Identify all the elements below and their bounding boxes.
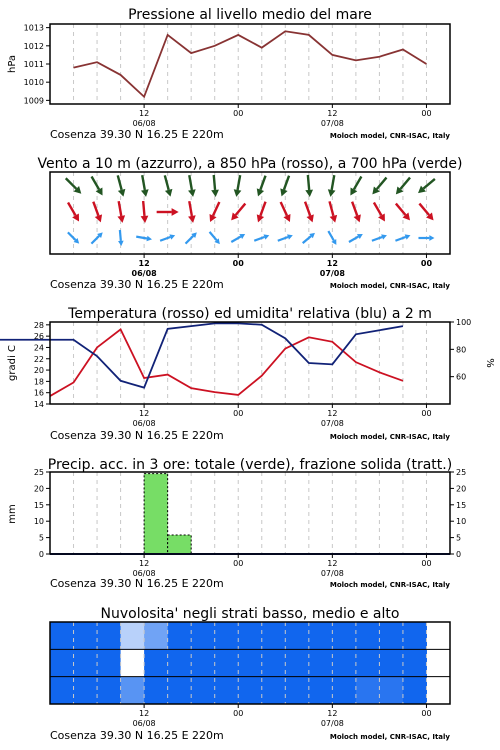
precip-ytick-label: 5	[38, 533, 44, 543]
pressure-ytick-label: 1009	[23, 96, 44, 106]
wind-arrow-shaft	[136, 237, 147, 239]
x-tick-label: 00	[232, 259, 244, 268]
wind-arrow-head	[211, 190, 219, 197]
wind-arrow-shaft	[396, 204, 406, 215]
cloud-cell	[356, 622, 380, 649]
cloud-cell	[262, 649, 286, 676]
wind-arrow-shaft	[354, 176, 361, 189]
wind-arrow-head	[141, 189, 149, 197]
temperature-ylabel: gradi C	[7, 345, 18, 381]
humidity-line	[0, 320, 403, 387]
cloud-cell	[168, 622, 192, 649]
cloud-cell	[332, 677, 356, 704]
x-tick-label: 12	[139, 409, 150, 418]
wind-title: Vento a 10 m (azzurro), a 850 hPa (rosso), a 700 hPa (verde)	[37, 156, 463, 172]
cloud-cell	[168, 677, 192, 704]
cloud-cell	[50, 677, 74, 704]
temperature-title: Temperatura (rosso) ed umidita' relativa (blu) a 2 m	[68, 306, 432, 322]
wind-arrow-shaft	[189, 201, 192, 216]
cloud-title: Nuvolosita' negli strati basso, medio e alto	[100, 606, 400, 622]
cloud-cell	[309, 622, 333, 649]
x-date-label: 06/08	[132, 419, 156, 428]
cloud-cell	[238, 622, 262, 649]
wind-arrow-shaft	[210, 232, 217, 240]
wind-arrow-shaft	[119, 201, 122, 216]
cloud-cell	[144, 622, 168, 649]
precip-ytick-label: 25	[33, 468, 44, 477]
footer-location-3: Cosenza 39.30 N 16.25 E 220m	[50, 429, 224, 442]
cloud-cell	[144, 677, 168, 704]
precip-ytick-right-label: 5	[456, 533, 462, 543]
temperature-frame	[50, 322, 450, 404]
x-tick-label: 00	[421, 409, 432, 418]
precip-ytick-right-label: 20	[456, 484, 467, 494]
cloud-cell	[356, 677, 380, 704]
precip-title: Precip. acc. in 3 ore: totale (verde), frazione solida (tratt.)	[47, 457, 453, 473]
x-tick-label: 00	[233, 409, 244, 418]
temperature-ytick-label: 20	[33, 366, 44, 376]
cloud-cell	[262, 622, 286, 649]
wind-arrow-shaft	[93, 202, 98, 216]
cloud-cell	[403, 622, 427, 649]
footer-source-1: Moloch model, CNR-ISAC, Italy	[329, 132, 450, 140]
wind-arrow-head	[188, 215, 196, 223]
precip-bar	[144, 474, 168, 554]
pressure-ytick-label: 1010	[23, 78, 44, 88]
wind-arrow-head	[234, 189, 242, 197]
wind-arrow-shaft	[278, 237, 288, 241]
cloud-cell	[215, 622, 239, 649]
x-date-label: 07/08	[320, 119, 344, 128]
precip-panel	[7, 457, 466, 590]
wind-arrow-shaft	[66, 178, 77, 189]
wind-arrow-shaft	[260, 202, 265, 216]
cloud-cell	[285, 622, 309, 649]
cloud-cell	[97, 677, 121, 704]
footer-source-2: Moloch model, CNR-ISAC, Italy	[329, 282, 450, 290]
wind-arrow-shaft	[214, 175, 215, 190]
x-tick-label: 12	[327, 709, 338, 718]
wind-arrow-shaft	[281, 202, 287, 216]
cloud-cell	[309, 649, 333, 676]
precip-ytick-right-label: 10	[456, 517, 467, 527]
cloud-cell	[332, 622, 356, 649]
precip-ytick-label: 10	[33, 517, 44, 527]
humidity-ylabel: %	[484, 358, 495, 368]
cloud-cell	[403, 649, 427, 676]
pressure-ylabel: hPa	[7, 54, 18, 74]
wind-arrow-shaft	[213, 202, 219, 216]
wind-arrow-shaft	[186, 236, 194, 244]
precip-ytick-right-label: 0	[456, 550, 462, 559]
wind-arrow-head	[146, 236, 152, 242]
precip-ylabel: mm	[7, 504, 18, 524]
wind-arrow-head	[305, 190, 313, 197]
wind-arrow-head	[188, 189, 196, 197]
cloud-cell	[215, 649, 239, 676]
footer-location-4: Cosenza 39.30 N 16.25 E 220m	[50, 577, 224, 590]
cloud-cell	[285, 649, 309, 676]
cloud-cell	[74, 649, 98, 676]
wind-arrow-head	[429, 235, 434, 241]
x-tick-label: 00	[421, 709, 432, 718]
cloud-cell	[262, 677, 286, 704]
pressure-title: Pressione al livello medio del mare	[128, 7, 372, 23]
footer-source-3: Moloch model, CNR-ISAC, Italy	[329, 433, 450, 441]
cloud-cell	[379, 649, 403, 676]
precip-ytick-label: 0	[38, 550, 44, 559]
cloud-cell	[74, 677, 98, 704]
x-tick-label: 12	[327, 559, 338, 568]
wind-arrow-shaft	[160, 237, 170, 241]
wind-arrow-head	[118, 241, 124, 246]
x-tick-label: 00	[421, 109, 432, 118]
cloud-cell	[403, 677, 427, 704]
cloud-cell	[121, 649, 145, 676]
cloud-cell	[309, 677, 333, 704]
x-date-label: 06/08	[132, 569, 156, 578]
temperature-ytick-label: 26	[33, 332, 44, 342]
wind-arrow-head	[141, 216, 149, 223]
wind-arrow-head	[165, 189, 172, 197]
precip-ytick-label: 20	[33, 484, 44, 494]
wind-arrow-shaft	[305, 202, 310, 216]
cloud-cell	[285, 677, 309, 704]
temperature-ytick-label: 22	[33, 354, 44, 364]
cloud-cell	[97, 622, 121, 649]
wind-arrow-shaft	[68, 202, 75, 215]
x-tick-label: 12	[139, 559, 150, 568]
cloud-cell	[97, 649, 121, 676]
footer-location-5: Cosenza 39.30 N 16.25 E 220m	[50, 729, 224, 742]
x-tick-label: 12	[139, 709, 150, 718]
cloud-cell	[50, 649, 74, 676]
x-date-label: 06/08	[131, 269, 157, 278]
wind-arrow-head	[118, 189, 125, 197]
humidity-ytick-label: 60	[456, 372, 467, 382]
wind-arrow-shaft	[68, 232, 76, 240]
wind-arrow-shaft	[400, 178, 410, 189]
temperature-ytick-label: 28	[33, 320, 44, 330]
footer-location-1: Cosenza 39.30 N 16.25 E 220m	[50, 128, 224, 141]
x-tick-label: 00	[233, 559, 244, 568]
pressure-ytick-label: 1012	[23, 41, 44, 51]
wind-arrow-shaft	[236, 204, 246, 215]
wind-arrow-shaft	[308, 175, 309, 190]
wind-arrow-shaft	[377, 178, 387, 189]
temperature-ytick-label: 24	[33, 343, 44, 353]
wind-arrow-shaft	[260, 176, 265, 190]
cloud-cell	[215, 677, 239, 704]
humidity-ytick-label: 80	[456, 345, 467, 355]
x-date-label: 07/08	[320, 569, 344, 578]
wind-frame	[50, 172, 450, 254]
x-tick-label: 12	[139, 109, 150, 118]
wind-arrow-shaft	[374, 202, 381, 215]
cloud-cell	[121, 622, 145, 649]
x-tick-label: 00	[233, 709, 244, 718]
wind-arrow-shaft	[231, 237, 240, 242]
wind-arrow-shaft	[238, 175, 241, 190]
wind-arrow-shaft	[91, 236, 99, 244]
wind-arrow-shaft	[372, 237, 382, 241]
wind-arrow-shaft	[92, 176, 99, 189]
wind-arrow-shaft	[330, 201, 334, 215]
temperature-ytick-label: 18	[33, 377, 44, 387]
wind-arrow-shaft	[419, 204, 429, 215]
wind-arrow-shaft	[423, 179, 434, 189]
cloud-cell	[50, 622, 74, 649]
x-date-label: 07/08	[320, 719, 344, 728]
precip-bar	[168, 535, 192, 554]
x-tick-label: 00	[233, 109, 244, 118]
cloud-cell	[191, 622, 215, 649]
x-tick-label: 12	[327, 409, 338, 418]
temperature-ytick-label: 16	[33, 388, 44, 398]
wind-arrow-shaft	[352, 202, 357, 216]
wind-arrow-shaft	[142, 175, 145, 190]
precip-ytick-label: 15	[33, 500, 44, 510]
cloud-cell	[238, 677, 262, 704]
precip-frame	[50, 472, 450, 554]
wind-panel	[37, 156, 462, 291]
x-tick-label: 12	[326, 259, 338, 268]
cloud-cell	[238, 649, 262, 676]
pressure-frame	[50, 24, 450, 104]
x-date-label: 07/08	[319, 269, 345, 278]
wind-arrow-shaft	[328, 231, 333, 240]
wind-arrow-shaft	[143, 201, 144, 216]
wind-arrow-shaft	[349, 237, 358, 242]
cloud-cell	[191, 649, 215, 676]
footer-source-5: Moloch model, CNR-ISAC, Italy	[329, 733, 450, 741]
pressure-ytick-label: 1013	[23, 23, 44, 33]
x-date-label: 07/08	[320, 419, 344, 428]
x-date-label: 06/08	[132, 119, 156, 128]
wind-arrow-shaft	[120, 230, 121, 241]
x-tick-label: 00	[420, 259, 433, 268]
cloud-panel	[50, 606, 450, 742]
cloud-cell	[74, 622, 98, 649]
x-tick-label: 12	[138, 259, 150, 268]
cloud-cell	[356, 649, 380, 676]
wind-arrow-shaft	[284, 176, 289, 190]
humidity-ytick-label: 100	[456, 318, 472, 327]
pressure-ytick-label: 1011	[23, 60, 44, 69]
x-date-label: 06/08	[132, 719, 156, 728]
footer-source-4: Moloch model, CNR-ISAC, Italy	[329, 581, 450, 589]
wind-arrow-shaft	[395, 237, 405, 241]
cloud-cell	[144, 649, 168, 676]
cloud-cell	[332, 649, 356, 676]
x-tick-label: 00	[421, 559, 432, 568]
cloud-cell	[379, 622, 403, 649]
precip-ytick-right-label: 25	[456, 468, 467, 477]
wind-arrow-head	[172, 208, 179, 216]
pressure-line	[74, 31, 427, 96]
precip-ytick-right-label: 15	[456, 500, 467, 510]
wind-arrow-shaft	[303, 236, 311, 243]
footer-location-2: Cosenza 39.30 N 16.25 E 220m	[50, 278, 224, 291]
cloud-cell	[191, 677, 215, 704]
temperature-panel	[0, 306, 495, 442]
wind-arrow-head	[117, 215, 125, 223]
pressure-panel	[7, 7, 450, 141]
cloud-cell	[379, 677, 403, 704]
wind-arrow-head	[330, 215, 337, 223]
x-tick-label: 12	[327, 109, 338, 118]
cloud-cell	[168, 649, 192, 676]
wind-arrow-shaft	[254, 237, 264, 241]
wind-arrow-shaft	[189, 175, 192, 190]
cloud-cell	[121, 677, 145, 704]
wind-arrow-head	[328, 189, 336, 197]
temperature-ytick-label: 14	[33, 400, 44, 409]
wind-arrow-shaft	[332, 175, 335, 190]
